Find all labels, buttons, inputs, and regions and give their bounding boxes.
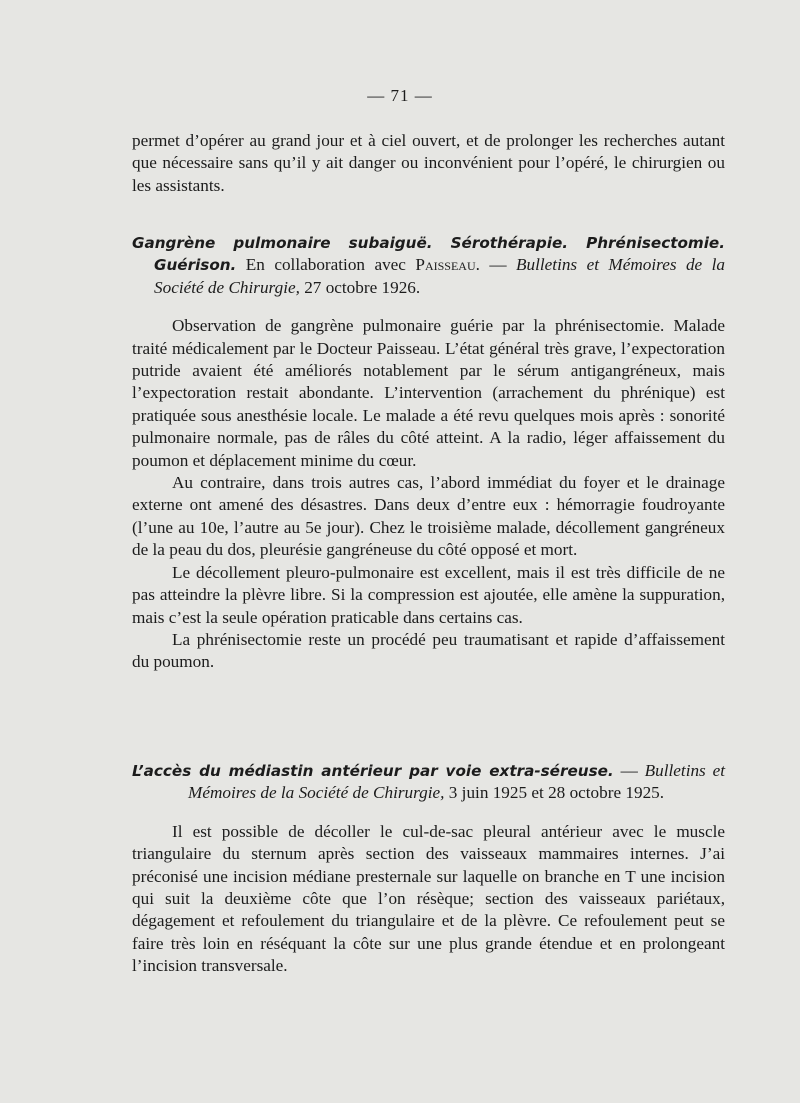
intro-paragraph: permet d’opérer au grand jour et à ciel ouvert, et de prolonger les recherches autant que nécessaire sans qu’il y ait danger ou inconvénient pour l’opéré, le chirurgien ou les assistants.	[132, 131, 725, 195]
body-paragraph: La phrénisectomie reste un procédé peu traumatisant et rapide d’affaissement du poumon.	[132, 629, 725, 672]
intro-paragraph-block	[132, 130, 725, 197]
journal-name: Bulletins et Mémoires de la Société de Chirurgie,	[154, 255, 725, 297]
section-title: L’accès du médiastin antérieur par voie extra-séreuse.	[132, 762, 614, 780]
publication-date: 27 octobre 1926.	[299, 277, 421, 297]
section-gangrene	[132, 232, 725, 674]
body-paragraph: Au contraire, dans trois autres cas, l’abord immédiat du foyer et le drainage externe ont amené des désastres. Dans deux d’entre eux : hémorragie foudroyante (l’une au 10e, l’autre au 5e jour). Chez le troisième malade, décollement gangréneux de la peau du dos, pleurésie gangréneuse du côté opposé et mort.	[132, 473, 725, 560]
section-title: Gangrène pulmonaire subaiguë. Sérothérapie. Phrénisectomie. Guérison.	[132, 234, 725, 275]
body-paragraph: Le décollement pleuro-pulmonaire est excellent, mais il est très difficile de ne pas atteindre la plèvre libre. Si la compression est ajoutée, elle amène la suppuration, mais c’est la seule opération praticable dans certains cas.	[132, 562, 725, 627]
collaborator-name: Paisseau	[415, 255, 476, 275]
collab-prefix: En collaboration avec	[236, 255, 416, 275]
collab-suffix: . —	[475, 255, 517, 275]
page-number: — 71 —	[367, 86, 433, 105]
body-paragraph: Il est possible de décoller le cul-de-sac pleural antérieur avec le muscle triangulaire du sternum après section des vaisseaux mammaires internes. J’ai préconisé une incision médiane presternale sur laquelle on branche en T une incision qui suit la deuxième côte que l’on résèque; section des vaisseaux pariétaux, dégagement et refoulement du triangulaire et de la plèvre. Ce refoulement peut se faire très loin en réséquant la côte sur une plus grande étendue et en prolongeant l’incision transversale.	[132, 821, 725, 976]
title-separator: —	[613, 761, 645, 780]
section-heading-gangrene	[132, 232, 725, 299]
journal-name: Bulletins et Mémoires de la Société de Chirurgie,	[188, 761, 726, 803]
body-paragraph: Observation de gangrène pulmonaire guérie par la phrénisectomie. Malade traité médicalement par le Docteur Paisseau. L’état général très grave, l’expectoration putride avaient été améliorés notablement par le sérum antigangréneux, mais l’expectoration restait abondante. L’intervention (arrachement du phrénique) est pratiquée sous anesthésie locale. Le malade a été revu quelques mois après : sonorité pulmonaire normale, pas de râles du côté atteint. A la radio, léger affaissement du poumon et déplacement minime du cœur.	[132, 316, 725, 470]
publication-date: 3 juin 1925 et 28 octobre 1925.	[444, 783, 665, 803]
section-heading-mediastin	[132, 760, 725, 805]
section-mediastin	[132, 760, 725, 978]
